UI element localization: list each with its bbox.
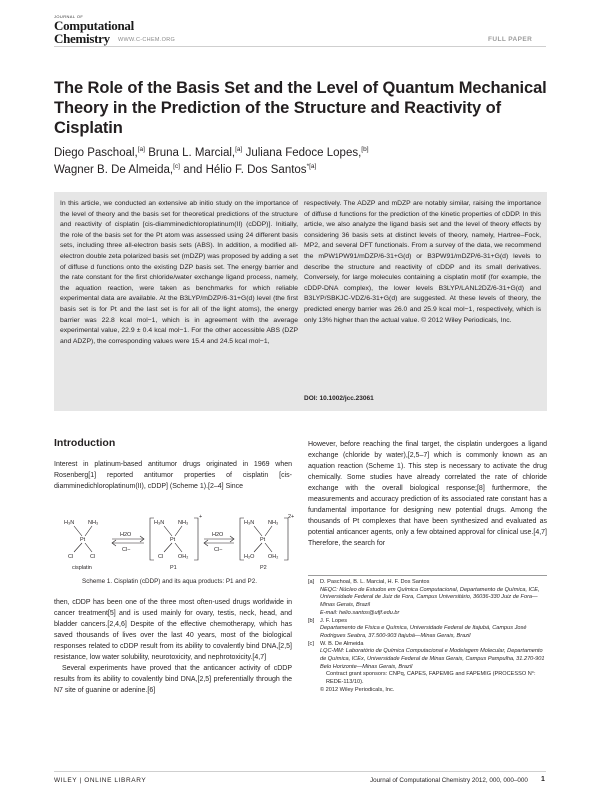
abstract-box: [54, 192, 547, 411]
affiliation-address: NEQC: Núcleo de Estudos em Química Computacional, Departamento de Química, ICE, Universidade Federal de Juiz de Fora, Campus Universitário, 36036-330 Juiz de Fora—Minas Gerais, Brazil: [320, 586, 540, 609]
affiliation-email[interactable]: E-mail: helio.santos@ufjf.edu.br: [320, 609, 400, 616]
footer-divider: [54, 771, 546, 772]
affiliation-names: W. B. De Almeida: [320, 640, 364, 647]
svg-text:Pt: Pt: [80, 537, 86, 543]
journal-logo-small: JOURNAL OF: [54, 14, 84, 19]
svg-text:Cl: Cl: [158, 554, 164, 560]
author-name: and Hélio F. Dos Santos: [183, 164, 307, 177]
author-affiliation-mark: [c]: [173, 163, 180, 171]
affiliation-key: [b]: [308, 617, 315, 624]
journal-logo-line2: Chemistry: [54, 31, 110, 46]
section-heading-introduction: Introduction: [54, 437, 116, 449]
intro-right-paragraph: However, before reaching the final target, the cisplatin undergoes a ligand exchange (chloride by water),[2,5–7] which is commonly known as an aquation reaction (Scheme 1). This step is necessary to activate the drug chemically. Some studies have already correlated the rate of chloride exchange with the overall biological response;[8] furthermore, the measurements and accuracy prediction of its associated rate constant has a fundamental importance for designing new potential drugs. Among the thousands of Pt complexes that have been synthesized and evaluated as potential anticancer agents, only a few obtained approval for clinical use.[4,7] Therefore, the search for: [308, 441, 547, 547]
author-name: Juliana Fedoce Lopes,: [245, 146, 362, 159]
affiliation-key: [c]: [308, 640, 314, 647]
intro-paragraph-1: Interest in platinum-based antitumor drugs originated in 1969 when Rosenberg[1] reported antitumor properties of cisplatin [cis-diamminedichloroplatinum(II), cDDP] (Scheme 1).[2–4] Since: [54, 461, 292, 490]
svg-text:OH₂: OH₂: [268, 554, 279, 560]
scheme-byproduct-1: Cl−: [122, 547, 131, 553]
svg-text:H₃N: H₃N: [244, 520, 255, 526]
affiliation-divider: [308, 575, 547, 576]
author-name: Wagner B. De Almeida,: [54, 164, 174, 177]
grant-sponsors: Contract grant sponsors: CNPq, CAPES, FAPEMIG and FAPEMIG (PROCESSO N°: REDE-113/10).: [326, 671, 536, 686]
scheme-label-p2: P2: [260, 565, 267, 571]
affiliation-entry: [308, 641, 547, 649]
svg-text:H₃N: H₃N: [154, 520, 165, 526]
affiliation-names: D. Paschoal, B. L. Marcial, H. F. Dos Santos: [320, 579, 430, 585]
page-number: 1: [541, 776, 545, 783]
svg-text:H₂O: H₂O: [244, 554, 255, 560]
affiliation-key: [a]: [308, 579, 315, 585]
scheme-byproduct-2: Cl−: [214, 547, 223, 553]
svg-text:Cl: Cl: [68, 554, 74, 560]
svg-text:NH₃: NH₃: [268, 520, 279, 526]
publisher-logo: WILEY | ONLINE LIBRARY: [54, 777, 147, 784]
author-list: [54, 143, 474, 178]
author-name: Bruna L. Marcial,: [148, 146, 236, 159]
author-affiliation-mark: *[a]: [306, 163, 317, 171]
scheme-reagent-1: H2O: [120, 532, 132, 538]
svg-text:OH₂: OH₂: [178, 554, 189, 560]
author-affiliation-mark: [a]: [235, 146, 243, 153]
intro-left-bottom: [54, 597, 292, 696]
intro-paragraph-2: then, cDDP has been one of the three most often-used drugs worldwide in cancer treatment[5] and is used mainly for ovary, testis, neck, head, and bladder cancers.[2,4,6] Despite of the effective chemotherapy, which has saved thousands of lives over the last 40 years, most of the biological responses related to cDDP result from its ability to covalently bind DNA,[2,5] resistance, low water solubility, neurotoxicity, and nephrotoxicity.[4,7]: [54, 599, 292, 661]
journal-logo: [54, 14, 134, 50]
svg-text:NH₃: NH₃: [88, 520, 99, 526]
doi-link[interactable]: DOI: 10.1002/jcc.23061: [304, 395, 374, 402]
affiliation-entry: [308, 579, 547, 587]
intro-paragraph-3: Several experiments have proved that the anticancer activity of cDDP results from its ability to covalently bind DNA,[2,5] preferentially through the N7 site of guanine or adenine.[6]: [54, 665, 292, 694]
affiliations: [308, 579, 547, 695]
abstract-right-column: respectively. The ADZP and mDZP are notably similar, raising the importance of diffuse d functions for the prediction of the kinetic properties of cDDP. In this article, we also analyze the ligand basis set and the level of theory effects by considering 36 basis sets at distinct levels of theory, namely, Hartree–Fock, MP2, and several DFT functionals. From a survey of the data, we recommend the mPW1PW91/mDZP/6-31+G(d) or B3PW91/mDZP/6-31+G(d) levels to describe the structure and reactivity of cDDP and its small derivatives. Conversely, for large molecules containing a cisplatin motif (for example, the cDDP-DNA complex), the lower levels B3LYP/LANL2DZ/6-31+G(d) and B3LYP/SBKJC-VDZ/6-31+G(d) are suggested. At these levels of theory, the predicted energy barrier was 26.0 and 25.9 kcal mol−1, respectively, which is only 13% higher than the actual value. © 2012 Wiley Periodicals, Inc.: [304, 200, 541, 324]
affiliation-entry: [308, 618, 547, 626]
scheme-charge-p2: 2+: [288, 514, 294, 520]
svg-text:Pt: Pt: [170, 537, 176, 543]
journal-citation: Journal of Computational Chemistry 2012, 000, 000–000: [370, 777, 528, 784]
affiliation-names: J. F. Lopes: [320, 617, 348, 624]
affiliation-address: Departamento de Física e Química, Universidade Federal de Itajubá, Campus José Rodrigues Seabra, 37.500-903 Itajubá—Minas Gerais, Brazil: [320, 625, 527, 639]
copyright-notice: © 2012 Wiley Periodicals, Inc.: [320, 686, 395, 693]
journal-logo-line1: Computational: [54, 18, 134, 33]
abstract-left-column: In this article, we conducted an extensive ab initio study on the importance of the level of theory and the basis set for theoretical predictions of the structure and reactivity of cisplatin [cis-diamminedichloroplatinum(II) (cDDP)]. Initially, the role of the basis set for the Pt atom was assessed using 24 different basis sets, including three all-electron basis sets (ABS). In addition, a modified all-electron double zeta polarized basis set (mDZP) was proposed by adding a set of diffuse d functions onto the existing DZP basis set. The energy barrier and the rate constant for the first chloride/water exchange ligand process, namely, the aquation reaction, were taken as benchmarks for which reliable experimental data are available. At the B3LYP/mDZP/6-31+G(d) level (the first basis set is for Pt and the last set is for all of the light atoms), the energy barrier was 22.8 kcal mol−1, which is in agreement with the average experimental value, 22.9 ± 0.4 kcal mol−1. For the other accessible ABS (DZP and ADZP), the corresponding values were 15.4 and 24.5 kcal mol−1,: [60, 200, 298, 345]
author-affiliation-mark: [b]: [361, 146, 369, 153]
section-label: FULL PAPER: [488, 36, 533, 43]
scheme-1-figure: [54, 510, 294, 572]
svg-text:Cl: Cl: [90, 554, 96, 560]
scheme-1-caption: Scheme 1. Cisplatin (cDDP) and its aqua products: P1 and P2.: [82, 578, 258, 585]
paper-title: The Role of the Basis Set and the Level of Quantum Mechanical Theory in the Prediction of the Structure and Reactivity of Cisplatin: [54, 79, 547, 137]
svg-text:H₃N: H₃N: [64, 520, 75, 526]
author-affiliation-mark: [a]: [137, 146, 145, 153]
scheme-reagent-2: H2O: [212, 532, 224, 538]
scheme-label-p1: P1: [170, 565, 177, 571]
svg-text:Pt: Pt: [260, 537, 266, 543]
header-divider: [54, 46, 546, 47]
site-url[interactable]: WWW.C-CHEM.ORG: [118, 37, 176, 43]
author-name: Diego Paschoal,: [54, 146, 138, 159]
affiliation-address: LQC-MM: Laboratório de Química Computacional e Modelagem Molecular, Departamento de Química, ICEx, Universidade Federal de Minas Gerais, Campus Pampulha, 31.270-901 Belo Horizonte—Minas Gerais, Brazil: [320, 648, 545, 670]
svg-text:NH₃: NH₃: [178, 520, 189, 526]
scheme-label-cisplatin: cisplatin: [72, 565, 92, 571]
scheme-charge-p1: +: [199, 514, 203, 520]
